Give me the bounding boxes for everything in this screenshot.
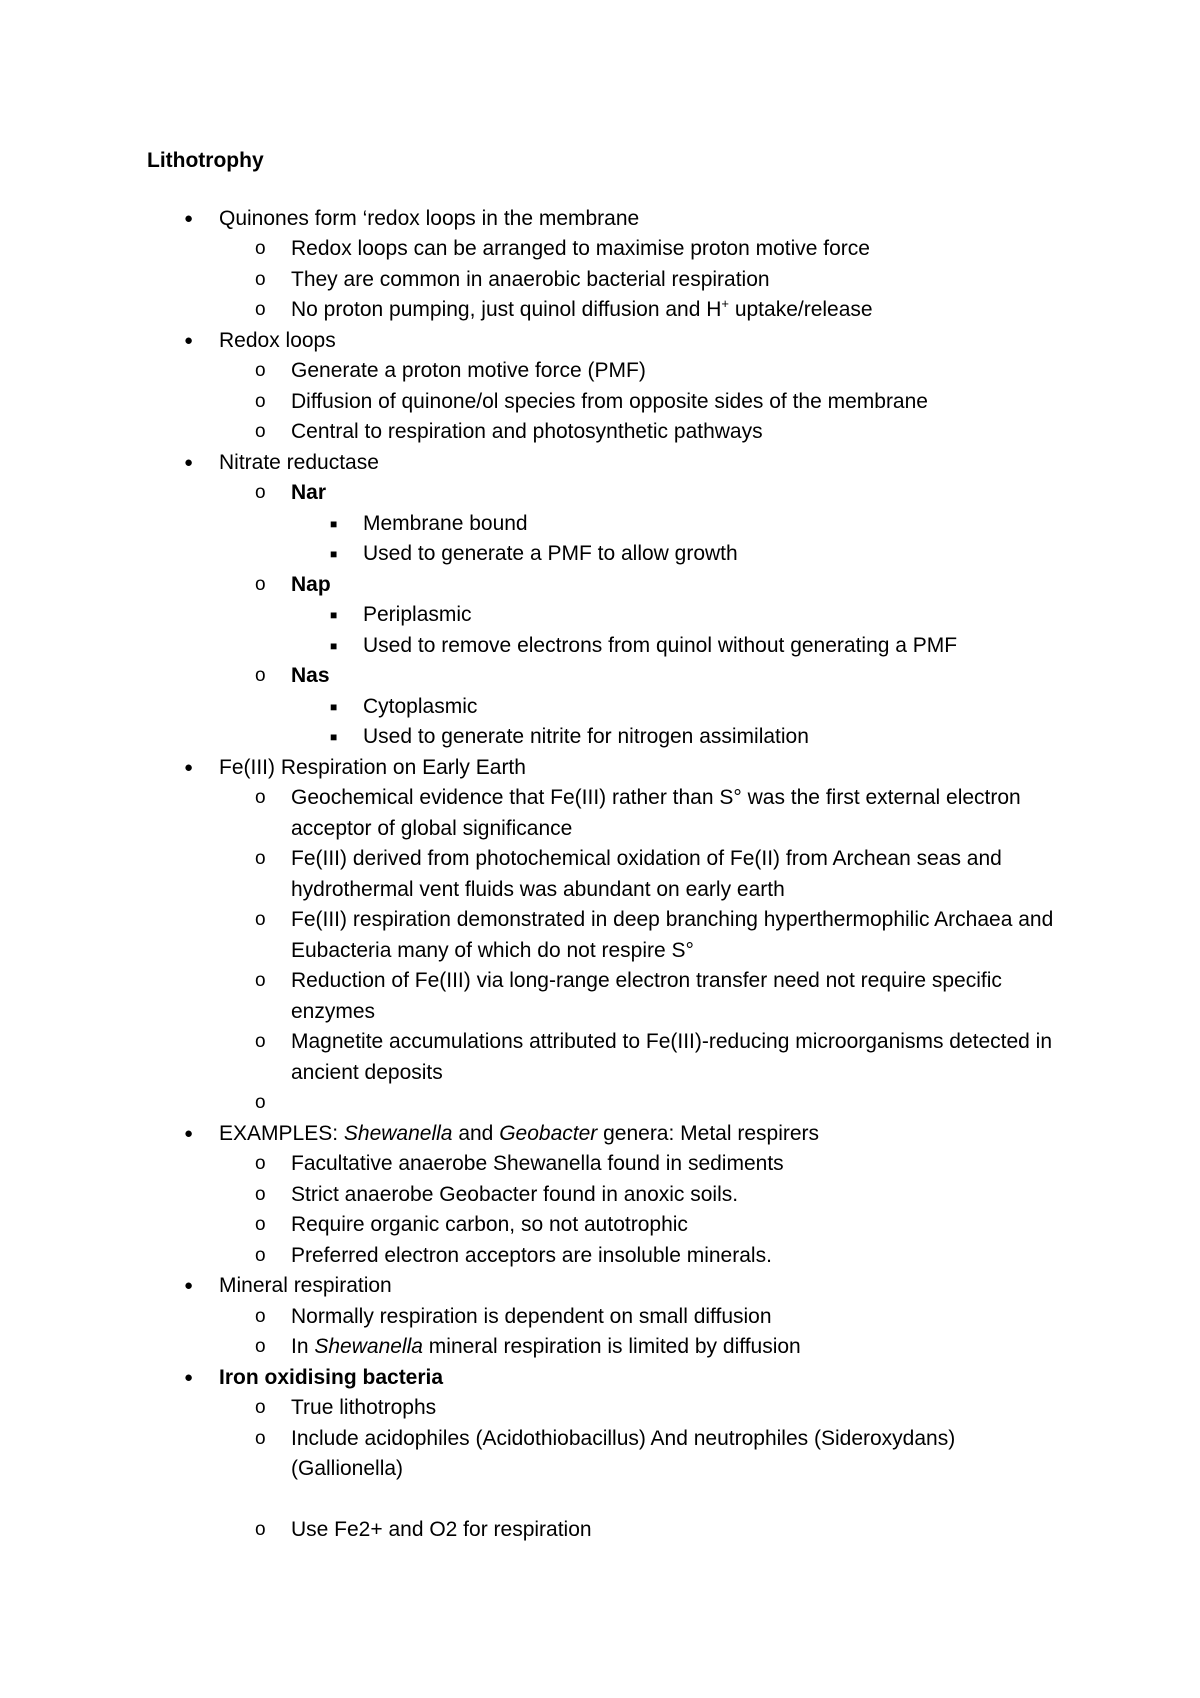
square-bullet-icon: ■ (330, 608, 338, 622)
item-text: Membrane bound (363, 511, 528, 535)
circle-bullet-icon: o (255, 268, 266, 290)
item-text: Geochemical evidence that Fe(III) rather than S° was the first external electron acceptor of global significance (291, 786, 1021, 840)
list-item (147, 722, 1067, 753)
item-text: Central to respiration and photosynthetic pathways (291, 420, 763, 443)
item-text: uptake/release (728, 298, 873, 321)
item-text: They are common in anaerobic bacterial respiration (291, 267, 770, 291)
item-text: Mineral respiration (219, 1274, 392, 1297)
circle-bullet-icon: o (255, 1031, 266, 1052)
list-item (147, 326, 1067, 357)
item-text: Nitrate reductase (219, 450, 379, 474)
item-text: Fe(III) respiration demonstrated in deep branching hyperthermophilic Archaea and Eubacteria many of which do not respire S° (291, 908, 1054, 962)
list-item (147, 265, 1067, 296)
item-text: Used to generate a PMF to allow growth (363, 542, 738, 565)
item-text: Reduction of Fe(III) via long-range electron transfer need not require specific enzymes (291, 969, 1002, 1023)
list-item (147, 417, 1067, 448)
bullet-icon: ● (184, 758, 194, 776)
circle-bullet-icon: o (255, 1153, 266, 1174)
bullet-icon: ● (184, 453, 194, 471)
item-text: Fe(III) derived from photochemical oxidation of Fe(II) from Archean seas and hydrothermal vent fluids was abundant on early earth (291, 847, 1002, 901)
superscript-plus: + (721, 296, 729, 311)
list-item (147, 1180, 1067, 1211)
list-item (147, 509, 1067, 540)
list-item (147, 1515, 1067, 1546)
list-item (147, 600, 1067, 631)
list-item (147, 1332, 1067, 1363)
list-item (147, 1027, 1067, 1088)
item-text: Diffusion of quinone/ol species from opposite sides of the membrane (291, 389, 928, 413)
square-bullet-icon: ■ (330, 699, 338, 714)
bullet-icon: ● (184, 331, 194, 349)
item-text: Quinones form ‘redox loops in the membrane (219, 206, 640, 230)
item-text: and (452, 1121, 500, 1145)
list-item (147, 234, 1067, 265)
circle-bullet-icon: o (255, 299, 266, 320)
bullet-icon: ● (184, 1124, 194, 1142)
circle-bullet-icon: o (255, 482, 266, 503)
item-text: Fe(III) Respiration on Early Earth (219, 755, 526, 779)
circle-bullet-icon: o (255, 1183, 266, 1205)
item-text: In (291, 1335, 315, 1358)
item-text: Redox loops (219, 328, 336, 352)
list-item (147, 295, 1067, 326)
item-text: Facultative anaerobe Shewanella found in sediments (291, 1152, 784, 1175)
list-item (147, 478, 1067, 509)
item-text: Use Fe2+ and O2 for respiration (291, 1517, 592, 1541)
square-bullet-icon: ■ (330, 730, 338, 744)
square-bullet-icon: ■ (330, 547, 338, 561)
circle-bullet-icon: o (255, 1397, 266, 1418)
list-item (147, 204, 1067, 235)
list-item (147, 905, 1067, 966)
item-text: Cytoplasmic (363, 694, 478, 718)
circle-bullet-icon: o (255, 1305, 266, 1327)
list-item (147, 1210, 1067, 1241)
item-text: EXAMPLES: (219, 1121, 344, 1145)
list-item (147, 356, 1067, 387)
item-text: genera: Metal respirers (597, 1121, 820, 1145)
item-text: Periplasmic (363, 603, 472, 626)
document-page (147, 146, 1067, 1545)
circle-bullet-icon: o (255, 1518, 266, 1540)
list-item (147, 1363, 1067, 1394)
square-bullet-icon: ■ (330, 638, 338, 653)
item-text: Generate a proton motive force (PMF) (291, 359, 646, 382)
page-title: Lithotrophy (147, 149, 264, 172)
list-item-empty (147, 1088, 1067, 1119)
circle-bullet-icon: o (255, 360, 266, 381)
list-item (147, 1241, 1067, 1272)
list-item (147, 631, 1067, 662)
item-text: Used to remove electrons from quinol without generating a PMF (363, 633, 958, 657)
list-item (147, 783, 1067, 844)
circle-bullet-icon: o (255, 848, 266, 869)
item-text: Normally respiration is dependent on small diffusion (291, 1304, 772, 1328)
circle-bullet-icon: o (255, 573, 266, 595)
list-item (147, 387, 1067, 418)
list-item (147, 661, 1067, 692)
circle-bullet-icon: o (255, 421, 266, 442)
list-item (147, 1393, 1067, 1424)
item-text: Nas (291, 664, 330, 687)
genus-name: Shewanella (343, 1121, 453, 1145)
list-item (147, 539, 1067, 570)
outline-list (147, 204, 1067, 1546)
circle-bullet-icon: o (255, 390, 266, 412)
item-text: Magnetite accumulations attributed to Fe(III)-reducing microorganisms detected in ancient deposits (291, 1030, 1053, 1084)
genus-name: Geobacter (499, 1121, 598, 1145)
item-text: Redox loops can be arranged to maximise proton motive force (291, 237, 870, 260)
circle-bullet-icon: o (255, 1427, 266, 1449)
circle-bullet-icon: o (255, 1214, 266, 1235)
list-item (147, 1119, 1067, 1150)
bullet-icon: ● (184, 1277, 194, 1294)
item-text: Nap (291, 572, 331, 596)
list-item (147, 966, 1067, 1027)
genus-name: Shewanella (314, 1335, 423, 1358)
list-item (147, 448, 1067, 479)
list-item (147, 570, 1067, 601)
item-text: Include acidophiles (Acidothiobacillus) And neutrophiles (Sideroxydans) (Gallionella) (291, 1426, 956, 1480)
circle-bullet-icon: o (255, 970, 266, 991)
item-text: Iron oxidising bacteria (219, 1365, 444, 1389)
list-item (147, 753, 1067, 784)
list-item (147, 1302, 1067, 1333)
item-text: Nar (291, 481, 327, 504)
list-item (147, 692, 1067, 723)
circle-bullet-icon: o (255, 1336, 266, 1357)
circle-bullet-icon: o (255, 665, 266, 686)
bullet-icon: ● (184, 1368, 194, 1386)
bullet-icon: ● (184, 209, 194, 227)
item-text: Used to generate nitrite for nitrogen assimilation (363, 725, 809, 748)
blank-line (147, 1485, 1067, 1515)
item-text: Strict anaerobe Geobacter found in anoxic soils. (291, 1182, 739, 1206)
circle-bullet-icon: o (255, 787, 266, 808)
circle-bullet-icon: o (255, 909, 266, 930)
list-item (147, 844, 1067, 905)
circle-bullet-icon: o (255, 238, 266, 259)
item-text: No proton pumping, just quinol diffusion and H (291, 298, 722, 321)
item-text: mineral respiration is limited by diffusion (422, 1335, 801, 1358)
item-text: Preferred electron acceptors are insoluble minerals. (291, 1243, 772, 1267)
list-item (147, 1424, 1067, 1485)
list-item (147, 1271, 1067, 1302)
circle-bullet-icon: o (255, 1092, 266, 1113)
item-text: Require organic carbon, so not autotrophic (291, 1213, 688, 1236)
list-item (147, 1149, 1067, 1180)
square-bullet-icon: ■ (330, 516, 338, 531)
circle-bullet-icon: o (255, 1244, 266, 1266)
item-text: True lithotrophs (291, 1396, 437, 1419)
